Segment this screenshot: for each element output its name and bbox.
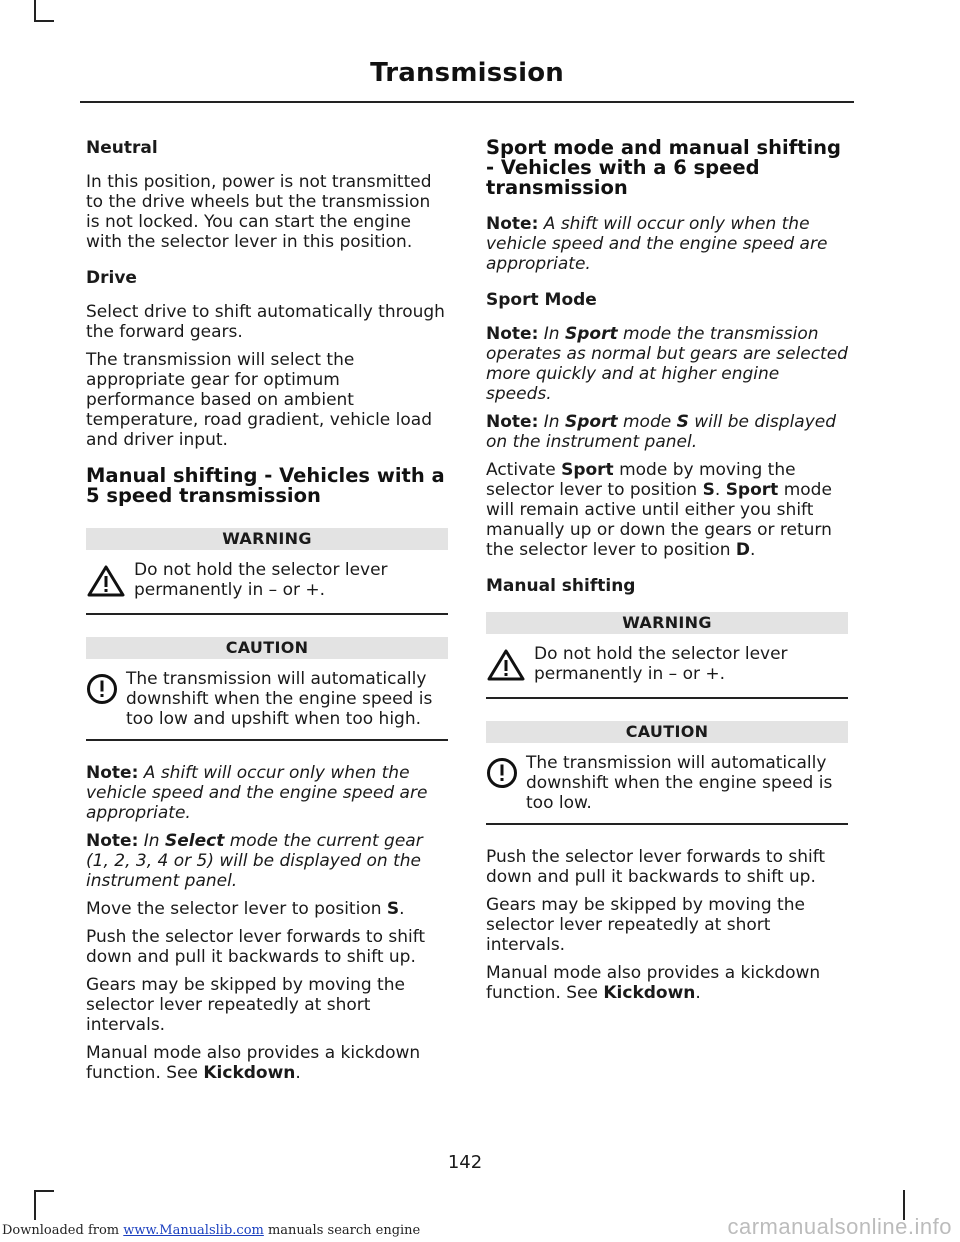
crop-mark — [34, 1190, 54, 1192]
gears-skipped-paragraph: Gears may be skipped by moving the selector lever repeatedly at short intervals. — [86, 975, 405, 1035]
drive-heading: Drive — [86, 268, 137, 288]
section-heading-6-speed: Sport mode and manual shifting - Vehicles with a 6 speed transmission — [486, 136, 841, 199]
caution-body — [86, 659, 448, 741]
caution-label-right: CAUTION — [486, 721, 848, 743]
note-select-mode: Note: In Select mode the current gear (1, 2, 3, 4 or 5) will be displayed on the instrument panel. — [86, 831, 423, 891]
crop-mark — [34, 1190, 36, 1220]
manual-shifting-heading: Manual shifting — [486, 576, 636, 596]
warning-body — [86, 550, 448, 615]
caution-box-right — [486, 721, 848, 825]
warning-label-right: WARNING — [486, 612, 848, 634]
neutral-heading: Neutral — [86, 138, 158, 158]
caution-box — [86, 637, 448, 741]
kickdown-paragraph: Manual mode also provides a kickdown function. See Kickdown. — [86, 1043, 421, 1083]
note-sport-mode: Note: In Sport mode the transmission operates as normal but gears are selected more quickly and at higher engine speeds. — [486, 324, 848, 404]
move-selector-paragraph: Move the selector lever to position S. — [86, 899, 405, 919]
warning-triangle-icon — [486, 648, 526, 687]
caution-text-right: The transmission will automatically downshift when the engine speed is too low. — [526, 753, 833, 813]
page-number: 142 — [447, 1152, 483, 1173]
manualslib-link[interactable]: www.Manualslib.com — [123, 1223, 264, 1238]
warning-text: Do not hold the selector lever permanently in – or +. — [134, 560, 388, 600]
warning-label: WARNING — [86, 528, 448, 550]
warning-triangle-icon — [86, 564, 126, 603]
right-column — [486, 138, 848, 1011]
neutral-paragraph: In this position, power is not transmitted to the drive wheels but the transmission is not locked. You can start the engine with the selector lever in this position. — [86, 172, 432, 252]
kickdown-reference: Kickdown — [603, 983, 696, 1003]
section-heading-5-speed: Manual shifting - Vehicles with a 5 speed transmission — [86, 464, 445, 507]
push-selector-paragraph: Push the selector lever forwards to shift down and pull it backwards to shift up. — [86, 927, 426, 967]
note-shift-right: Note: A shift will occur only when the vehicle speed and the engine speed are appropriate. — [486, 214, 828, 274]
crop-mark — [34, 20, 54, 22]
caution-exclamation-icon — [86, 673, 118, 710]
drive-paragraph-2: The transmission will select the appropriate gear for optimum performance based on ambient temperature, road gradient, vehicle load and driver input. — [86, 350, 432, 450]
caution-label: CAUTION — [86, 637, 448, 659]
left-column — [86, 138, 448, 1091]
warning-box-right — [486, 612, 848, 699]
warning-box — [86, 528, 448, 615]
note-sport-display: Note: In Sport mode S will be displayed on the instrument panel. — [486, 412, 837, 452]
caution-text: The transmission will automatically downshift when the engine speed is too low and upshift when too high. — [126, 669, 433, 729]
kickdown-reference: Kickdown — [203, 1063, 296, 1083]
note-shift: Note: A shift will occur only when the vehicle speed and the engine speed are appropriate. — [86, 763, 428, 823]
caution-exclamation-icon — [486, 757, 518, 794]
push-selector-paragraph-right: Push the selector lever forwards to shift down and pull it backwards to shift up. — [486, 847, 826, 887]
watermark: carmanualsonline.info — [727, 1214, 952, 1239]
warning-text-right: Do not hold the selector lever permanently in – or +. — [534, 644, 788, 684]
page-title: Transmission — [370, 58, 564, 88]
download-footer: Downloaded from www.Manualslib.com manuals search engine — [2, 1223, 421, 1238]
warning-body-right — [486, 634, 848, 699]
sport-mode-heading: Sport Mode — [486, 290, 597, 310]
activate-sport-paragraph: Activate Sport mode by moving the selector lever to position S. Sport mode will remain active until either you shift manually up or down the gears or return the selector lever to position D. — [486, 460, 832, 560]
drive-paragraph-1: Select drive to shift automatically through the forward gears. — [86, 302, 445, 342]
caution-body-right — [486, 743, 848, 825]
header-divider — [80, 101, 854, 103]
crop-mark — [34, 0, 36, 22]
kickdown-paragraph-right: Manual mode also provides a kickdown function. See Kickdown. — [486, 963, 821, 1003]
gears-skipped-paragraph-right: Gears may be skipped by moving the selector lever repeatedly at short intervals. — [486, 895, 805, 955]
